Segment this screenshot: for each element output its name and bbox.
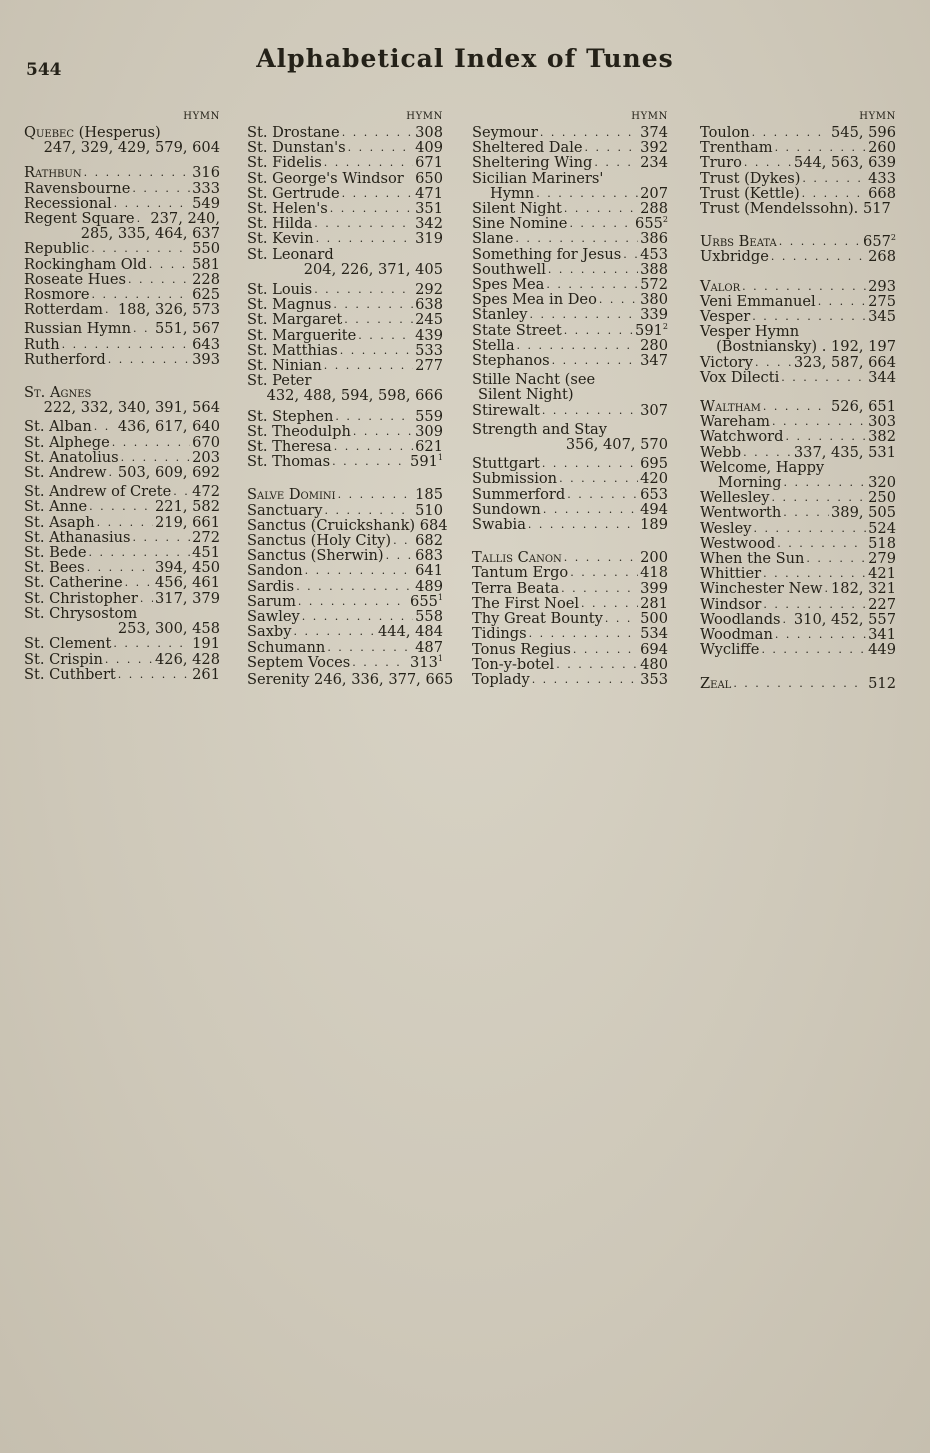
list-item: Tonus Regius . . . 694 (472, 642, 668, 657)
list-item: When the Sun . . . 279 (700, 551, 896, 566)
list-item: St. Dunstan's . . . 409 (247, 140, 443, 155)
list-item: St. Andrew of Crete . . . 472 (24, 484, 220, 499)
list-item: Urbs Beata . . . $657^2$ (700, 234, 896, 249)
list-item: St. Christopher . . . 317, 379 (24, 591, 220, 606)
index-column-1 (24, 108, 220, 682)
list-item: Stuttgart . . . 695 (472, 456, 668, 471)
list-item: Submission . . . 420 (472, 471, 668, 486)
list-item: St. Kevin . . . 319 (247, 231, 443, 246)
list-item: Wycliffe . . . 449 (700, 642, 896, 657)
list-item: State Street . . . $591^2$ (472, 323, 668, 338)
list-item: St. Bees . . . 394, 450 (24, 560, 220, 575)
list-item: St. Anatolius . . . 203 (24, 450, 220, 465)
list-item: St. Agnes (24, 384, 92, 402)
list-item: St. Ninian . . . 277 (247, 358, 443, 373)
list-item: Stanley . . . 339 (472, 307, 668, 322)
list-item: Zeal . . . 512 (700, 676, 896, 691)
list-item: Sawley . . . 558 (247, 609, 443, 624)
list-item: St. Chrysostom (24, 604, 138, 622)
list-item: Ravensbourne . . . 333 (24, 181, 220, 196)
list-item: St. Clement . . . 191 (24, 636, 220, 651)
list-item-continuation: 285, 335, 464, 637 (80, 225, 220, 243)
list-item: Rotterdam . . . 188, 326, 573 (24, 302, 220, 317)
list-item: St. Alban . . . 436, 617, 640 (24, 419, 220, 434)
list-item: St. Marguerite . . . 439 (247, 328, 443, 343)
list-item: Spes Mea in Deo . . . 380 (472, 292, 668, 307)
list-item: St. Leonard (247, 245, 334, 263)
list-item: St. Andrew . . . 503, 609, 692 (24, 465, 220, 480)
list-item: Woodman . . . 341 (700, 627, 896, 642)
list-item: Tallis Canon . . . 200 (472, 550, 668, 565)
list-item: St. George's Windsor 650 (247, 169, 443, 187)
list-item: Veni Emmanuel . . . 275 (700, 294, 896, 309)
list-item: Trust (Dykes) . . . 433 (700, 171, 896, 186)
list-item: Toulon . . . 545, 596 (700, 125, 896, 140)
list-item: Slane . . . 386 (472, 231, 668, 246)
list-item: Salve Domini . . . 185 (247, 487, 443, 502)
list-item: Sandon . . . 641 (247, 563, 443, 578)
list-item: Windsor . . . 227 (700, 597, 896, 612)
list-item: Russian Hymn . . . 551, 567 (24, 321, 220, 336)
list-item: Republic . . . 550 (24, 241, 220, 256)
list-item: Sanctuary . . . 510 (247, 503, 443, 518)
list-item: Roseate Hues . . . 228 (24, 272, 220, 287)
list-item: Regent Square . . . 237, 240, (24, 211, 220, 226)
list-item: Trust (Mendelssohn). 517 (700, 200, 891, 218)
list-item: Ruth . . . 643 (24, 337, 220, 352)
index-column-3 (472, 108, 668, 687)
list-item: Wentworth . . . 389, 505 (700, 505, 896, 520)
index-column-2 (247, 108, 454, 688)
index-column-4 (700, 108, 896, 691)
list-item: Westwood . . . 518 (700, 536, 896, 551)
list-item-continuation: 253, 300, 458 (117, 620, 220, 638)
list-item-continuation: 204, 226, 371, 405 (303, 260, 443, 278)
list-item: St. Gertrude . . . 471 (247, 186, 443, 201)
list-item: The First Noel . . . 281 (472, 596, 668, 611)
list-item: Rockingham Old . . . 581 (24, 257, 220, 272)
list-item: Rathbun . . . 316 (24, 165, 220, 180)
list-item: St. Fidelis . . . 671 (247, 155, 443, 170)
list-item: Victory . . . 323, 587, 664 (700, 355, 896, 370)
list-item: Trust (Kettle) . . . 668 (700, 186, 896, 201)
list-item: Something for Jesus . . . 453 (472, 247, 668, 262)
list-item: Sheltering Wing . . . 234 (472, 155, 668, 170)
list-item-continuation: 222, 332, 340, 391, 564 (43, 399, 220, 417)
list-item: Schumann . . . 487 (247, 640, 443, 655)
list-item-continuation: 432, 488, 594, 598, 666 (266, 387, 443, 405)
list-item: Wareham . . . 303 (700, 414, 896, 429)
list-item: Webb . . . 337, 435, 531 (700, 445, 896, 460)
list-item: St. Alphege . . . 670 (24, 435, 220, 450)
list-item: Stephanos . . . 347 (472, 353, 668, 368)
list-item: Ton-y-botel . . . 480 (472, 657, 668, 672)
list-item: Wellesley . . . 250 (700, 490, 896, 505)
list-item: Stella . . . 280 (472, 338, 668, 353)
list-item: Woodlands . . . 310, 452, 557 (700, 612, 896, 627)
list-item: St. Cuthbert . . . 261 (24, 667, 220, 682)
list-item: St. Catherine . . . 456, 461 (24, 575, 220, 590)
list-item: Sundown . . . 494 (472, 502, 668, 517)
list-item: Valor . . . 293 (700, 279, 896, 294)
list-item: St. Asaph . . . 219, 661 (24, 515, 220, 530)
list-item: Seymour . . . 374 (472, 125, 668, 140)
column-header: HYMN (631, 111, 668, 122)
list-item: Thy Great Bounty . . . 500 (472, 611, 668, 626)
list-item: Stille Nacht (see (472, 371, 596, 389)
list-item: Sanctus (Cruickshank) 684 (247, 516, 448, 534)
list-item: Recessional . . . 549 (24, 196, 220, 211)
list-item-continuation: 356, 407, 570 (565, 436, 668, 454)
list-item: Tidings . . . 534 (472, 626, 668, 641)
list-item: Rosmore . . . 625 (24, 287, 220, 302)
list-item-continuation: Hymn . . . 207 (472, 186, 668, 201)
list-item: St. Matthias . . . 533 (247, 343, 443, 358)
list-item: St. Peter (247, 372, 312, 390)
page-title: Alphabetical Index of Tunes (256, 44, 674, 73)
list-item: Sarum . . . $655^1$ (247, 594, 443, 609)
list-item: Silent Night . . . 288 (472, 201, 668, 216)
list-item: Uxbridge . . . 268 (700, 249, 896, 264)
list-item: Quebec (Hesperus) (24, 124, 161, 141)
list-item: Sanctus (Holy City) . . . 682 (247, 533, 443, 548)
list-item: Tantum Ergo . . . 418 (472, 565, 668, 580)
list-item-continuation: Silent Night) (478, 386, 574, 404)
list-item: Stirewalt . . . 307 (472, 403, 668, 418)
list-item: Rutherford . . . 393 (24, 352, 220, 367)
list-item: Toplady . . . 353 (472, 672, 668, 687)
list-item: St. Drostane . . . 308 (247, 125, 443, 140)
list-item: Swabia . . . 189 (472, 517, 668, 532)
list-item: St. Hilda . . . 342 (247, 216, 443, 231)
list-item-continuation: (Bostniansky) . 192, 197 (716, 338, 896, 356)
list-item: Whittier . . . 421 (700, 566, 896, 581)
page-number: 544 (26, 60, 62, 80)
list-item: Southwell . . . 388 (472, 262, 668, 277)
list-item: St. Margaret . . . 245 (247, 312, 443, 327)
list-item: St. Magnus . . . 638 (247, 297, 443, 312)
list-item: Saxby . . . 444, 484 (247, 624, 443, 639)
list-item: Septem Voces . . . $313^1$ (247, 655, 443, 670)
column-header: HYMN (859, 111, 896, 122)
list-item: Serenity 246, 336, 377, 665 (247, 670, 454, 688)
column-header: HYMN (406, 111, 443, 122)
list-item-continuation: Morning . . . 320 (700, 475, 896, 490)
list-item: Sanctus (Sherwin) . . . 683 (247, 548, 443, 563)
list-item-continuation: 247, 329, 429, 579, 604 (43, 139, 220, 157)
list-item: Summerford . . . 653 (472, 487, 668, 502)
list-item: St. Bede . . . 451 (24, 545, 220, 560)
list-item: Truro . . . 544, 563, 639 (700, 155, 896, 170)
list-item: Strength and Stay (472, 420, 608, 438)
list-item: Waltham . . . 526, 651 (700, 399, 896, 414)
list-item: St. Thomas . . . $591^1$ (247, 454, 443, 469)
list-item: Vox Dilecti . . . 344 (700, 370, 896, 385)
list-item: St. Theresa . . . 621 (247, 439, 443, 454)
list-item: Sine Nomine . . . $655^2$ (472, 216, 668, 231)
list-item: Terra Beata . . . 399 (472, 581, 668, 596)
list-item: St. Athanasius . . . 272 (24, 530, 220, 545)
list-item: Wesley . . . 524 (700, 521, 896, 536)
list-item: Vesper . . . 345 (700, 309, 896, 324)
list-item: Watchword . . . 382 (700, 429, 896, 444)
list-item: Vesper Hymn (700, 323, 800, 341)
list-item: Welcome, Happy (700, 458, 825, 476)
list-item: St. Crispin . . . 426, 428 (24, 652, 220, 667)
list-item: Sicilian Mariners' (472, 169, 604, 187)
list-item: Sheltered Dale . . . 392 (472, 140, 668, 155)
list-item: Trentham . . . 260 (700, 140, 896, 155)
list-item: St. Anne . . . 221, 582 (24, 499, 220, 514)
list-item: Sardis . . . 489 (247, 579, 443, 594)
list-item: St. Theodulph . . . 309 (247, 424, 443, 439)
list-item: St. Stephen . . . 559 (247, 409, 443, 424)
list-item: St. Helen's . . . 351 (247, 201, 443, 216)
list-item: Winchester New . . . 182, 321 (700, 581, 896, 596)
column-header: HYMN (183, 111, 220, 122)
list-item: Spes Mea . . . 572 (472, 277, 668, 292)
list-item: St. Louis . . . 292 (247, 282, 443, 297)
